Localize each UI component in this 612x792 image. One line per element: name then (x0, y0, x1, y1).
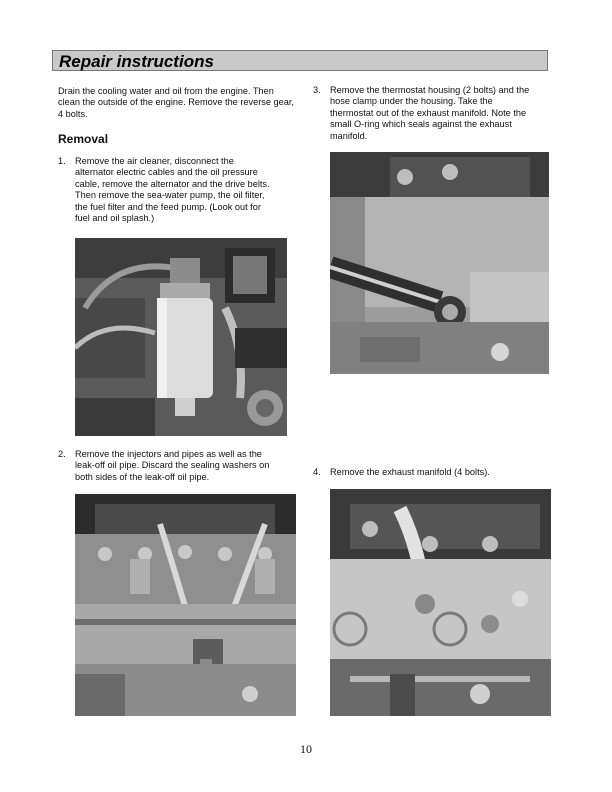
step-line: the fuel filter and the feed pump. (Look out for (75, 201, 261, 212)
step-line: leak-off oil pipe. Discard the sealing washers on (75, 460, 270, 471)
step-2 (58, 449, 298, 485)
step-text (330, 85, 529, 142)
step-number: 1. (58, 156, 66, 166)
step-line: Then remove the sea-water pump, the oil filter, (75, 190, 265, 201)
step-line: fuel and oil splash.) (75, 213, 155, 224)
step-text (75, 449, 269, 483)
step-number: 2. (58, 449, 66, 459)
step-4 (313, 467, 553, 479)
step-line: Remove the exhaust manifold (4 bolts). (330, 467, 490, 477)
title-bar (52, 50, 548, 71)
step-text (75, 156, 270, 224)
photo-thermostat-housing (330, 152, 549, 374)
step-line: manifold. (330, 130, 368, 141)
intro-paragraph: Drain the cooling water and oil from the engine. Then clean the outside of the engine. Remove the reverse gear, 4 bolts. (58, 86, 294, 119)
step-line: hose clamp under the housing. Take the (330, 96, 493, 107)
step-line: Remove the air cleaner, disconnect the (75, 156, 234, 166)
step-3 (313, 85, 553, 143)
step-text (330, 467, 490, 478)
photo-exhaust-manifold (330, 489, 551, 716)
section-heading: Removal (58, 132, 109, 146)
photo-fuel-filter (75, 238, 287, 436)
step-line: alternator electric cables and the oil pressure (75, 167, 258, 178)
step-line: both sides of the leak-off oil pipe. (75, 471, 210, 482)
step-line: thermostat out of the exhaust manifold. Note the (330, 107, 527, 118)
step-line: cable, remove the alternator and the drive belts. (75, 178, 270, 189)
step-line: Remove the injectors and pipes as well as the (75, 449, 262, 459)
page-title: Repair instructions (59, 52, 214, 71)
page-number: 10 (300, 742, 312, 756)
step-line: Remove the thermostat housing (2 bolts) and the (330, 85, 530, 95)
step-number: 3. (313, 85, 321, 95)
step-1 (58, 156, 298, 226)
step-line: small O-ring which seals against the exhaust (330, 119, 512, 130)
photo-injectors (75, 494, 296, 716)
step-number: 4. (313, 467, 321, 477)
